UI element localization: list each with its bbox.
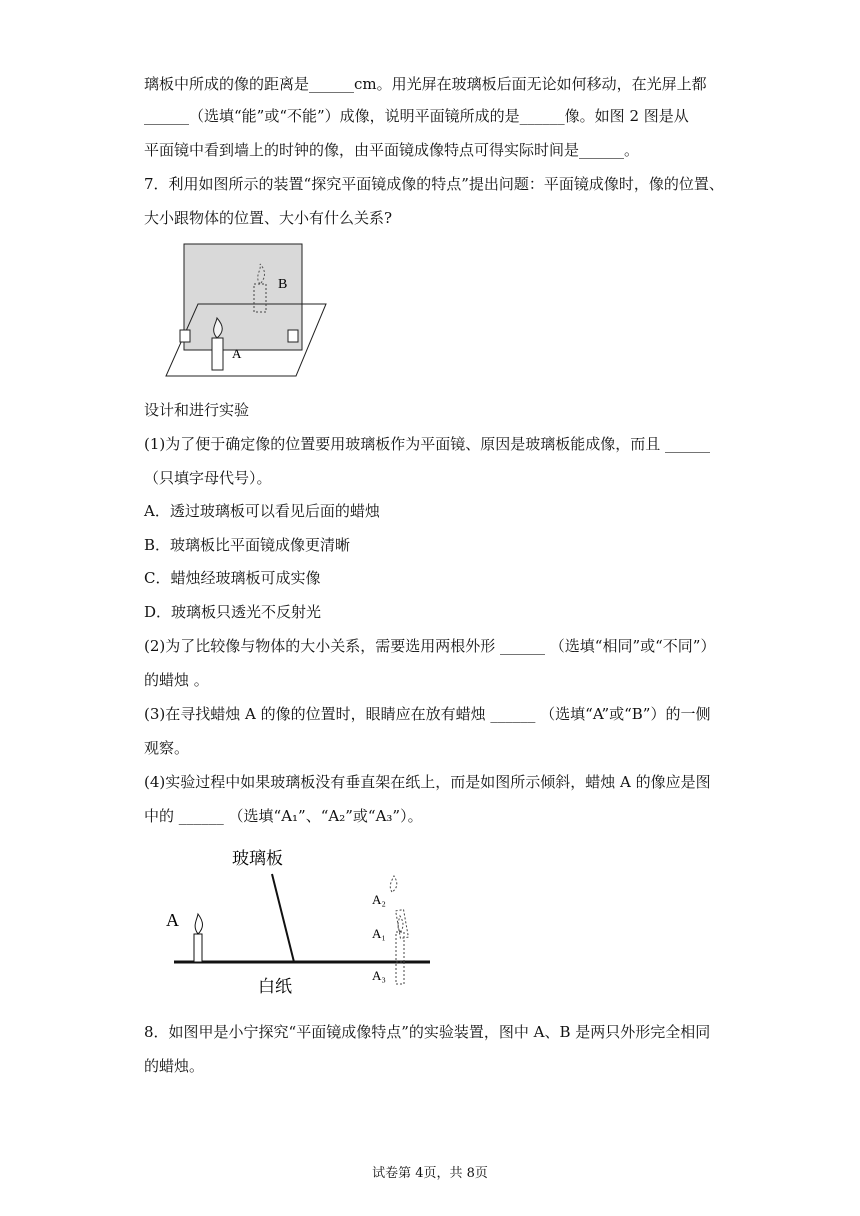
label-b: B [278,277,288,292]
apparatus-figure [158,240,334,382]
label-a3: A₃ [372,968,386,983]
paper-label: 白纸 [258,977,292,996]
q7-part3-line-2: 观察。 [144,739,190,757]
q7-part2-line-1: (2)为了比较像与物体的大小关系，需要选用两根外形 ______ （选填“相同”或“不同”） [144,637,716,655]
candle-a [194,934,202,962]
label-a1: A₁ [372,926,386,941]
support-left [180,330,190,342]
candle-a-label: A [166,910,179,930]
question-7-line-2: 大小跟物体的位置、大小有什么关系? [144,209,393,227]
tilted-glass-figure [160,840,440,1000]
support-right [288,330,298,342]
candle-a [212,338,223,370]
text-line-3: 平面镜中看到墙上的时钟的像，由平面镜成像特点可得实际时间是______。 [144,141,640,159]
section-heading: 设计和进行实验 [144,401,250,419]
q7-part1-line-2: （只填字母代号）。 [144,469,272,487]
q7-part4-line-1: (4)实验过程中如果玻璃板没有垂直架在纸上，而是如图所示倾斜，蜡烛 A 的像应是图 [144,773,711,791]
label-a: A [232,346,242,361]
q7-part3-line-1: (3)在寻找蜡烛 A 的像的位置时，眼睛应在放有蜡烛 ______ （选填“A”或“B”）的一侧 [144,705,711,723]
option-b: B．玻璃板比平面镜成像更清晰 [144,536,351,554]
glass-plate [184,244,302,350]
option-a: A．透过玻璃板可以看见后面的蜡烛 [144,502,380,520]
question-8-line-1: 8．如图甲是小宁探究“平面镜成像特点”的实验装置，图中 A、B 是两只外形完全相同 [144,1023,711,1041]
label-a2: A₂ [372,892,386,907]
glass-label: 玻璃板 [232,849,283,868]
page-footer: 试卷第 4页，共 8页 [372,1166,488,1181]
q7-part1-line-1: (1)为了便于确定像的位置要用玻璃板作为平面镜、原因是玻璃板能成像，而且 ______ [144,435,711,453]
candle-a-flame [195,914,202,934]
q7-part4-line-2: 中的 ______ （选填“A₁”、“A₂”或“A₃”）。 [144,807,423,825]
glass-plate-line [272,874,294,962]
text-line-1: 璃板中所成的像的距离是______cm。用光屏在玻璃板后面无论如何移动，在光屏上都 [144,75,707,93]
option-d: D．玻璃板只透光不反射光 [144,603,322,621]
question-8-line-2: 的蜡烛。 [144,1057,205,1075]
image-candles [390,876,408,984]
question-7-line-1: 7．利用如图所示的装置“探究平面镜成像的特点”提出问题：平面镜成像时，像的位置、 [144,175,724,193]
option-c: C．蜡烛经玻璃板可成实像 [144,569,321,587]
text-line-2: ______（选填“能”或“不能”）成像，说明平面镜所成的是______像。如图 2 图是从 [144,107,689,125]
q7-part2-line-2: 的蜡烛 。 [144,671,209,689]
